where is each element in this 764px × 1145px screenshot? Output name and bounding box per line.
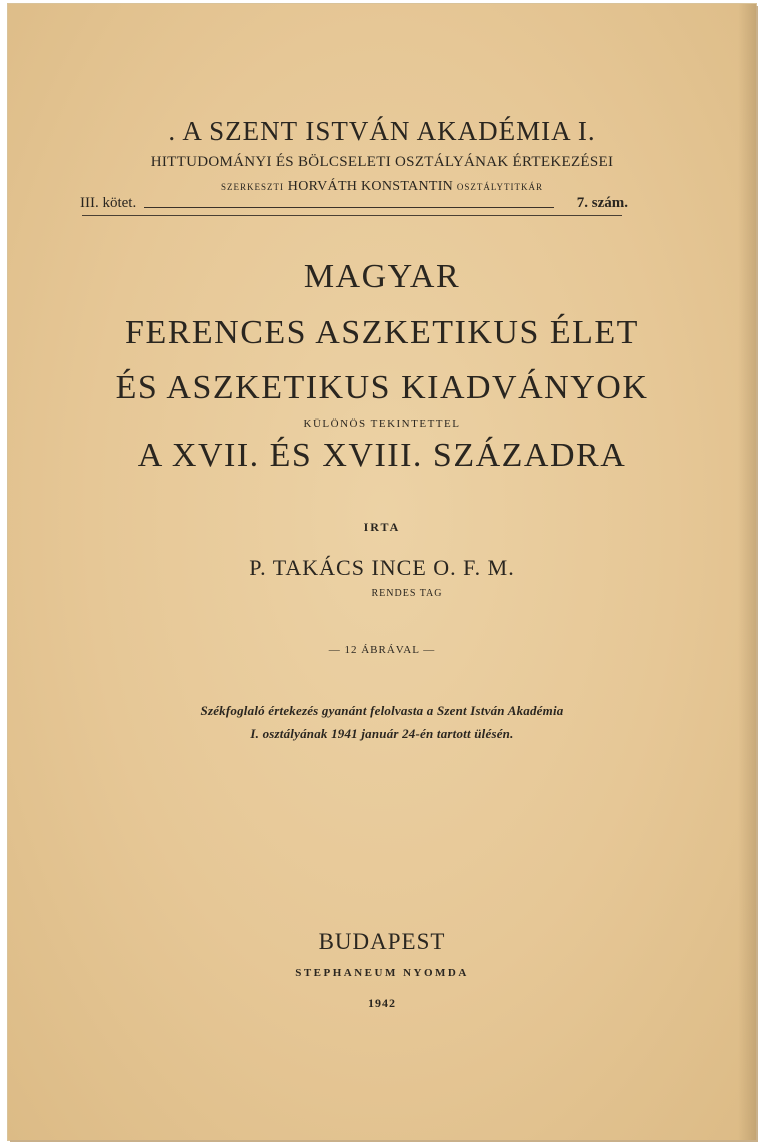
reading-note-line-2: I. osztályának 1941 január 24-én tartott ülésén. <box>250 726 514 741</box>
volume-number: III. kötet. <box>80 195 137 211</box>
series-subtitle: HITTUDOMÁNYI ÉS BÖLCSELETI OSZTÁLYÁNAK ÉRTEKEZÉSEI <box>150 154 614 170</box>
title-line-1: MAGYAR <box>303 258 461 295</box>
author-label: IRTA <box>363 520 401 534</box>
title-qualifier: KÜLÖNÖS TEKINTETTEL <box>303 418 461 430</box>
imprint-year: 1942 <box>368 996 396 1010</box>
figures-note: — 12 ÁBRÁVAL — <box>328 644 436 656</box>
editor-name: HORVÁTH KONSTANTIN <box>287 179 454 194</box>
title-line-3: ÉS ASZKETIKUS KIADVÁNYOK <box>115 369 649 406</box>
editor-prefix: SZERKESZTI <box>220 182 284 192</box>
title-line-4: A XVII. ÉS XVIII. SZÁZADRA <box>137 437 627 474</box>
title-line-2: FERENCES ASZKETIKUS ÉLET <box>125 314 639 351</box>
author-name: P. TAKÁCS INCE O. F. M. <box>249 555 515 580</box>
issue-number: 7. szám. <box>576 195 628 211</box>
editor-role: OSZTÁLYTITKÁR <box>456 182 544 192</box>
header-divider <box>82 215 622 216</box>
imprint-city: BUDAPEST <box>318 929 446 954</box>
header-wavy-rule <box>144 207 554 208</box>
title-page <box>8 4 756 1140</box>
editor-line <box>8 179 756 195</box>
author-role: RENDES TAG <box>371 588 443 599</box>
reading-note-line-1: Székfoglaló értekezés gyanánt felolvasta a Szent István Akadémia <box>200 703 564 718</box>
imprint-printer: STEPHANEUM NYOMDA <box>295 967 469 979</box>
series-title: . A SZENT ISTVÁN AKADÉMIA I. <box>168 116 596 146</box>
